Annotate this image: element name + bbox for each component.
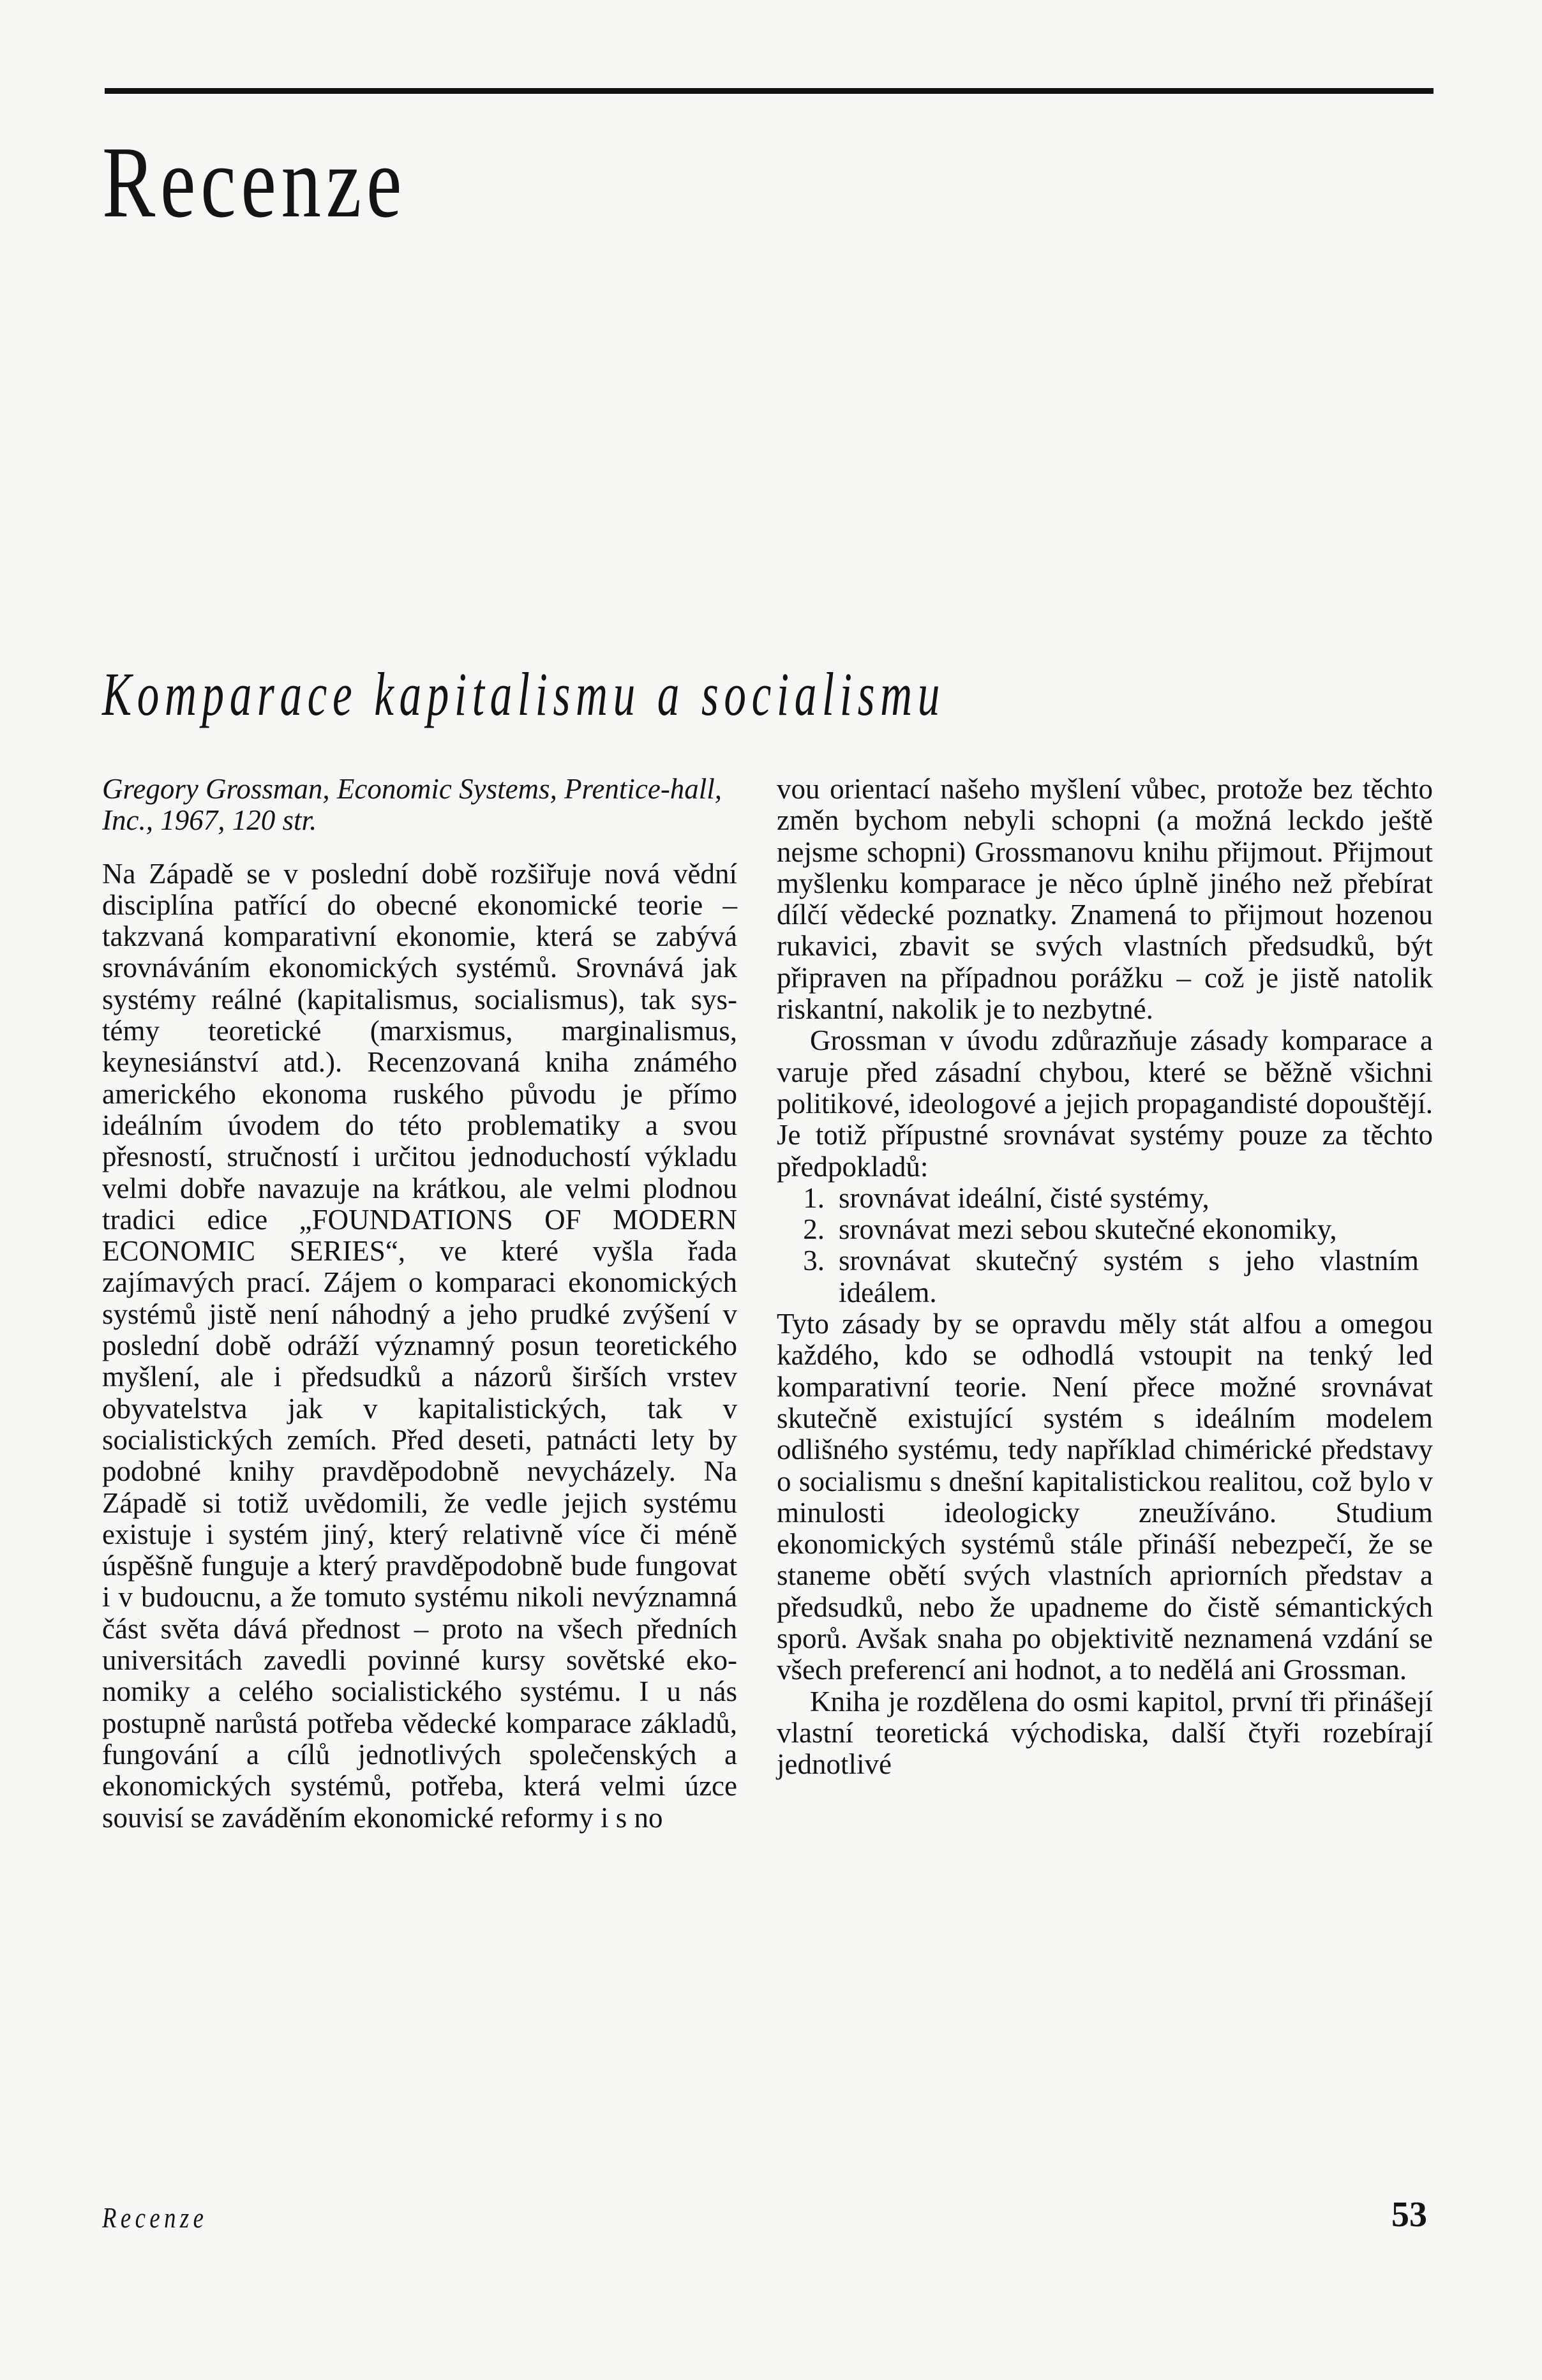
left-column [102,774,737,1834]
running-footer-title: Recenze [102,2201,208,2234]
list-number: 3. [803,1245,825,1277]
header-rule [105,88,1433,94]
list-item [777,1214,1433,1245]
list-number: 2. [803,1213,825,1246]
principles-list [777,1183,1433,1308]
list-text: srovnávat ideální, čisté systémy, [839,1181,1209,1214]
body-paragraph: Tyto zásady by se opravdu měly stát alfou a omegou každého, kdo se odhodlá vstoupit na tenký led komparativní teorie. Není přece možné srovnávat skutečně existující systém s ideálním modelem odlišného systému, tedy například chimérické představy o socialismu s dnešní kapitalistickou realitou, což bylo v minulosti ideologicky zneužíváno. Studium ekonomických systémů stále přináší nebezpečí, že se staneme obětí svých vlastních apriorních představ a předsudků, nebo že upadneme do čistě sémantických sporů. Avšak snaha po objektivitě neznamená vzdání se všech preferencí ani hodnot, a to nedělá ani Grossman. [777,1308,1433,1686]
book-citation: Gregory Grossman, Economic Systems, Prentice-hall, Inc., 1967, 120 str. [102,773,722,837]
list-number: 1. [803,1181,825,1214]
section-title: Recenze [102,125,407,239]
body-paragraph: Kniha je rozdělena do osmi kapitol, první tři přinášejí vlastní teoretická východiska, další čtyři rozebírají jednotlivé [777,1685,1433,1781]
list-item [777,1183,1433,1214]
list-item [777,1245,1433,1308]
article-title: Komparace kapitalismu a socialismu [102,660,945,728]
body-paragraph: Na Západě se v poslední době rozšiřuje nová vědní disciplína patřící do obecné ekonomické teorie – takzvaná komparativní ekonomie, která se zabývá srovnáváním ekonomických systémů. Srovnává jak systémy reálné (kapitalismus, socialismus), tak systémy teoretické (marxismus, marginalismus, keynesiánství atd.). Recenzovaná kniha známého amerického ekonoma ruského původu je přímo ideálním úvodem do této problematiky a svou přesností, stručností i určitou jednoduchostí výkladu velmi dobře navazuje na krátkou, ale velmi plodnou tradici edice „FOUNDATIONS OF MODERN ECONOMIC SERIES“, ve které vyšla řada zajímavých prací. Zájem o komparaci ekonomických systémů jistě není náhodný a jeho prudké zvýšení v poslední době odráží významný posun teoretického myšlení, ale i předsudků a názorů širších vrstev obyvatelstva jak v kapitalistických, tak v socialistických zemích. Před deseti, patnácti lety by podobné knihy pravděpodobně nevycházely. Na Západě si totiž uvědomili, že vedle jejich systému existuje i systém jiný, který relativně více či méně úspěšně funguje a který pravděpodobně bude fungovat i v budoucnu, a že tomuto systému nikoli nevýznamná část světa dává přednost – proto na všech předních universitách zavedli povinné kursy sovětské ekonomiky a celého socialistického systému. I u nás postupně narůstá potřeba vědecké komparace základů, fungování a cílů jednotlivých společenských a ekonomických systémů, potřeba, která velmi úzce souvisí se zaváděním ekonomické reformy i s no [102,857,737,1834]
right-column [777,774,1433,1781]
body-paragraph: vou orientací našeho myšlení vůbec, protože bez těchto změn bychom nebyli schopni (a možná leckdo ještě nejsme schopni) Grossmanovu knihu přijmout. Přijmout myšlenku komparace je něco úplně jiného než přebírat dílčí vědecké poznatky. Znamená to přijmout hozenou rukavici, zbavit se svých vlastních předsudků, být připraven na případnou porážku – což je jistě natolik riskantní, nakolik je to nezbytné. [777,773,1433,1026]
list-text: srovnávat mezi sebou skutečné ekonomiky, [839,1213,1337,1246]
page-number: 53 [1391,2195,1427,2234]
body-paragraph: Grossman v úvodu zdůrazňuje zásady komparace a varuje před zásadní chybou, které se běžně všichni politikové, ideologové a jejich propagandisté dopouštějí. Je totiž přípustné srovnávat systémy pouze za těchto předpokladů: [777,1024,1433,1183]
list-text: srovnávat skutečný systém s jeho vlastním ideálem. [839,1245,1419,1308]
